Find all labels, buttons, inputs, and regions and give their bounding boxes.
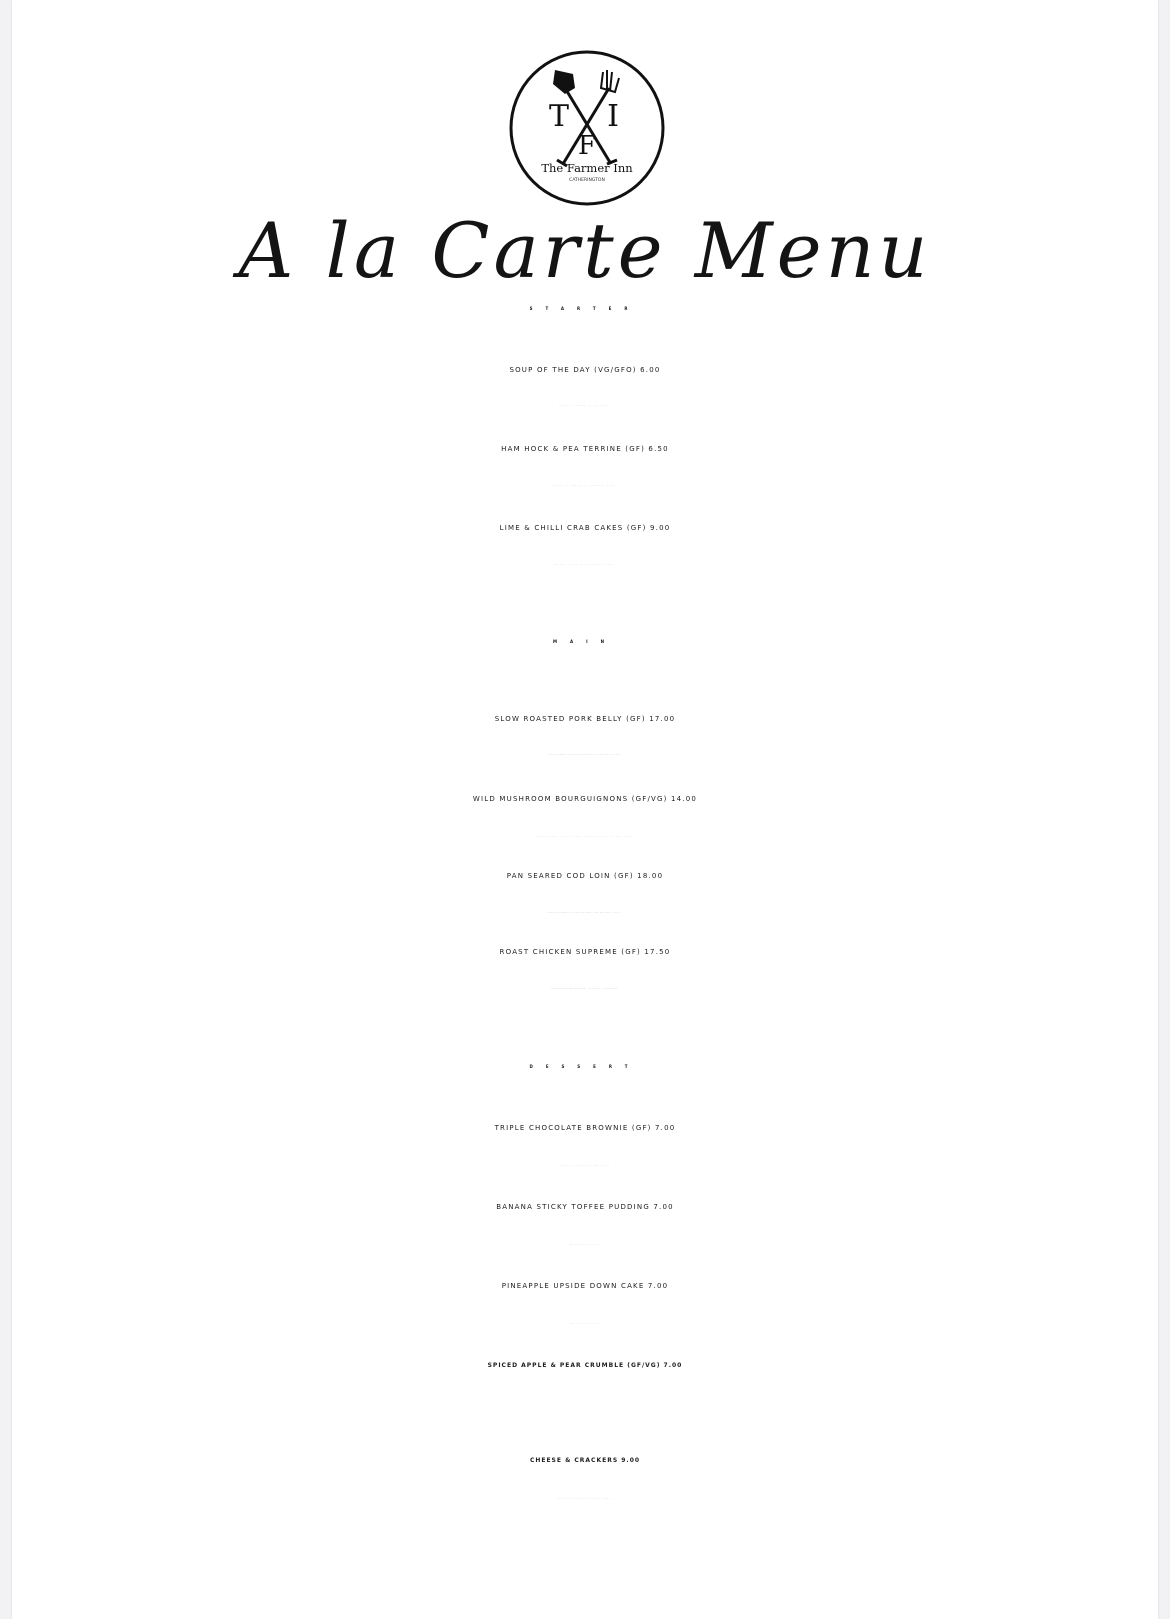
logo-name: The Farmer Inn — [541, 161, 633, 175]
menu-page — [12, 0, 1158, 1619]
logo-initial-t: T — [548, 99, 570, 134]
logo-initial-f: F — [577, 131, 597, 161]
logo-initial-i: I — [607, 99, 619, 134]
section-heading-starter: STARTER — [529, 306, 641, 311]
menu-item-name: ROAST CHICKEN SUPREME (GF) 17.50 — [499, 948, 671, 956]
section-heading-dessert: DESSERT — [529, 1064, 641, 1069]
menu-item-name: CHEESE & CRACKERS 9.00 — [529, 1457, 641, 1464]
menu-item-name: PAN SEARED COD LOIN (GF) 18.00 — [506, 872, 664, 880]
menu-item-name: SOUP OF THE DAY (VG/GFO) 6.00 — [509, 366, 661, 374]
menu-title: A la Carte Menu — [238, 206, 932, 295]
menu-item-name: PINEAPPLE UPSIDE DOWN CAKE 7.00 — [501, 1282, 669, 1290]
logo-location: CATHERINGTON — [569, 178, 605, 183]
farmer-inn-logo — [507, 48, 667, 208]
menu-item-name: SPICED APPLE & PEAR CRUMBLE (GF/VG) 7.00 — [487, 1362, 683, 1369]
section-heading-main: MAIN — [553, 639, 617, 644]
menu-item-name: HAM HOCK & PEA TERRINE (GF) 6.50 — [501, 445, 669, 453]
menu-item-name: WILD MUSHROOM BOURGUIGNONS (GF/VG) 14.00 — [472, 795, 698, 803]
menu-item-name: SLOW ROASTED PORK BELLY (GF) 17.00 — [494, 715, 676, 723]
menu-item-name: LIME & CHILLI CRAB CAKES (GF) 9.00 — [499, 524, 671, 532]
menu-item-name: TRIPLE CHOCOLATE BROWNIE (GF) 7.00 — [494, 1124, 676, 1132]
menu-item-name: BANANA STICKY TOFFEE PUDDING 7.00 — [496, 1203, 674, 1211]
